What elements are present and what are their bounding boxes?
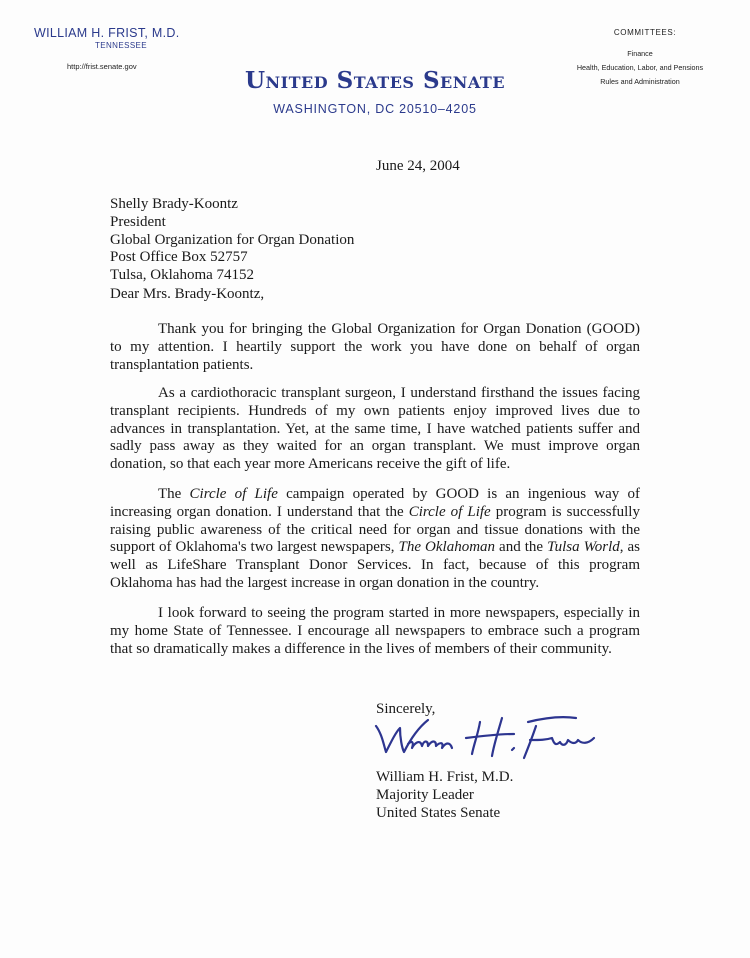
recipient-title: President (110, 213, 166, 230)
paragraph-3-text: , as well as LifeShare Transplant Donor Services. In fact, because of this program Oklahoma has had the largest increase in organ donation in the country. (110, 539, 640, 591)
salutation: Dear Mrs. Brady-Koontz, (110, 286, 265, 302)
paragraph-4-text: I look forward to seeing the program started in more newspapers, especially in my home State of Tennessee. I encourage all newspapers to embrace such a program that so dramatically makes a difference in the lives of members of their community. (110, 605, 640, 657)
committees-block (555, 28, 725, 89)
signature-block (376, 769, 513, 822)
recipient-address (110, 196, 640, 285)
paragraph-1 (110, 321, 640, 374)
sender-state: TENNESSEE (94, 41, 148, 50)
paragraph-3-text: and the (495, 539, 548, 556)
signer-name: William H. Frist, M.D. (376, 769, 514, 785)
italic-title: Tulsa World (547, 539, 620, 556)
senate-title: United States Senate (244, 67, 506, 94)
paragraph-3-text: program is successfully raising public awareness of the critical need for organ and tissue donations with the support of Oklahoma's two largest newspapers, (110, 503, 640, 556)
paragraph-2 (110, 385, 640, 474)
closing: Sincerely, (376, 701, 436, 717)
committee-item: Health, Education, Labor, and Pensions (576, 63, 704, 72)
italic-title: Circle of Life (189, 486, 278, 502)
signer-institution: United States Senate (376, 804, 501, 821)
committee-item: Rules and Administration (600, 77, 680, 86)
senate-address: WASHINGTON, DC 20510–4205 (273, 102, 477, 116)
recipient-name: Shelly Brady-Koontz (110, 196, 238, 212)
italic-title: Circle of Life (408, 503, 491, 520)
senate-url: http://frist.senate.gov (67, 62, 137, 71)
committees-title: COMMITTEES: (613, 28, 677, 37)
committee-item: Finance (627, 49, 653, 58)
recipient-po-box: Post Office Box 52757 (110, 249, 248, 266)
recipient-organization: Global Organization for Organ Donation (110, 231, 355, 248)
paragraph-3-text: campaign operated by GOOD is an ingenious way of increasing organ donation. I understand that the (110, 486, 640, 520)
letterhead-institution (240, 68, 510, 116)
signer-title: Majority Leader (376, 786, 474, 803)
sender-name: WILLIAM H. FRIST, M.D. (34, 26, 180, 40)
paragraph-1-text: Thank you for bringing the Global Organization for Organ Donation (GOOD) to my attention. I heartily support the work you have done on behalf of organ transplantation patients. (110, 321, 640, 373)
letterhead-sender (36, 26, 206, 50)
paragraph-2-text: As a cardiothoracic transplant surgeon, I understand firsthand the issues facing transplant recipients. Hundreds of my own patients enjoy improved lives due to advances in transplantation. Yet, at the same time, I have watched patients suffer and sadly pass away as they waited for an organ transplant. We must improve organ donation, so that each year more Americans receive the gift of life. (110, 385, 640, 473)
paragraph-3 (110, 486, 640, 593)
paragraph-4 (110, 605, 640, 658)
recipient-city: Tulsa, Oklahoma 74152 (110, 267, 255, 284)
letter-date: June 24, 2004 (376, 158, 460, 174)
italic-title: The Oklahoman (398, 539, 496, 556)
handwritten-signature (362, 710, 612, 762)
paragraph-3-text: The (158, 486, 190, 502)
